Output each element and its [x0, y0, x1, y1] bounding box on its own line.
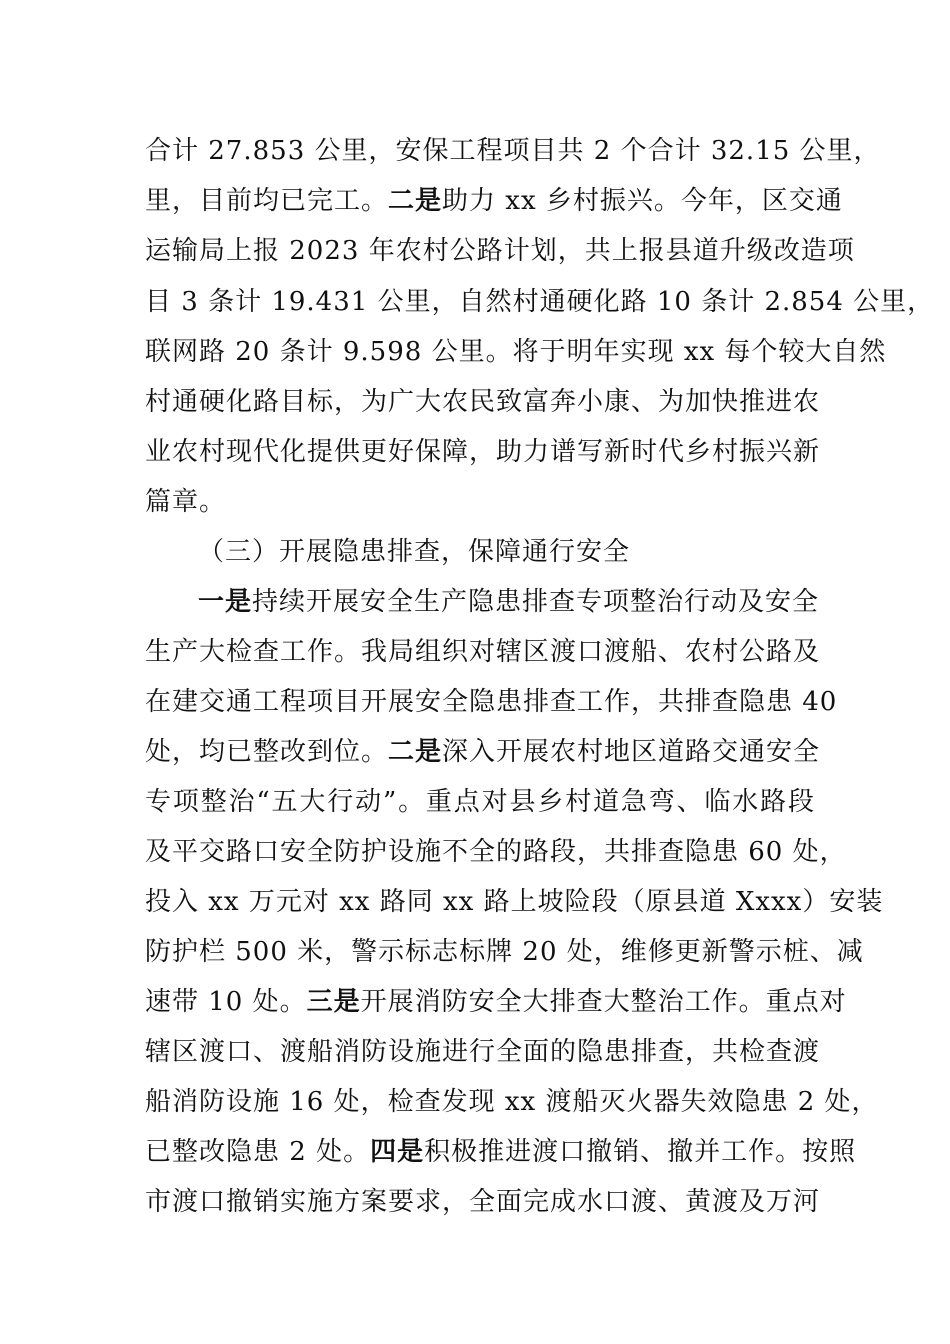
paragraph-2-line-11: 船消防设施 16 处，检查发现 xx 渡船灭火器失效隐患 2 处，: [145, 1087, 879, 1117]
paragraph-1-line-3: 运输局上报 2023 年农村公路计划，共上报县道升级改造项: [145, 236, 855, 266]
emphasis-san-shi: 三是: [306, 987, 361, 1017]
paragraph-2-line-5: 专项整治“五大行动”。重点对县乡村道急弯、临水路段: [145, 787, 815, 817]
paragraph-2-line-4: 处，均已整改到位。二是深入开展农村地区道路交通安全: [145, 737, 821, 767]
paragraph-1-line-8: 篇章。: [145, 487, 227, 517]
emphasis-yi-shi: 一是: [198, 587, 253, 617]
paragraph-2-line-3: 在建交通工程项目开展安全隐患排查工作，共排查隐患 40: [145, 687, 838, 717]
paragraph-2-line-10: 辖区渡口、渡船消防设施进行全面的隐患排查，共检查渡: [145, 1037, 821, 1067]
paragraph-1-line-2: 里，目前均已完工。二是助力 xx 乡村振兴。今年，区交通: [145, 186, 843, 216]
paragraph-2-line-2: 生产大检查工作。我局组织对辖区渡口渡船、农村公路及: [145, 637, 821, 667]
emphasis-er-shi: 二是: [388, 186, 443, 216]
paragraph-2-line-9: 速带 10 处。三是开展消防安全大排查大整治工作。重点对: [145, 987, 847, 1017]
paragraph-2-line-8: 防护栏 500 米，警示标志标牌 20 处，维修更新警示桩、减: [145, 937, 864, 967]
emphasis-er-shi: 二是: [388, 737, 443, 767]
paragraph-2-line-13: 市渡口撤销实施方案要求，全面完成水口渡、黄渡及万河: [145, 1187, 821, 1217]
paragraph-2-line-7: 投入 xx 万元对 xx 路同 xx 路上坡险段（原县道 Xxxx）安装: [145, 887, 884, 917]
paragraph-1-line-5: 联网路 20 条计 9.598 公里。将于明年实现 xx 每个较大自然: [145, 337, 887, 367]
paragraph-2-line-6: 及平交路口安全防护设施不全的路段，共排查隐患 60 处，: [145, 837, 847, 867]
emphasis-si-shi: 四是: [370, 1137, 425, 1167]
paragraph-1-line-4: 目 3 条计 19.431 公里，自然村通硬化路 10 条计 2.854 公里，: [145, 287, 935, 317]
paragraph-1-line-1: 合计 27.853 公里，安保工程项目共 2 个合计 32.15 公里，: [145, 136, 881, 166]
paragraph-1-line-7: 业农村现代化提供更好保障，助力谱写新时代乡村振兴新: [145, 437, 821, 467]
paragraph-2-line-1: 一是持续开展安全生产隐患排查专项整治行动及安全: [198, 587, 820, 617]
paragraph-2-line-12: 已整改隐患 2 处。四是积极推进渡口撤销、撤并工作。按照: [145, 1137, 857, 1167]
paragraph-1-line-6: 村通硬化路目标，为广大农民致富奔小康、为加快推进农: [145, 387, 821, 417]
section-heading: （三）开展隐患排查，保障通行安全: [198, 537, 631, 567]
